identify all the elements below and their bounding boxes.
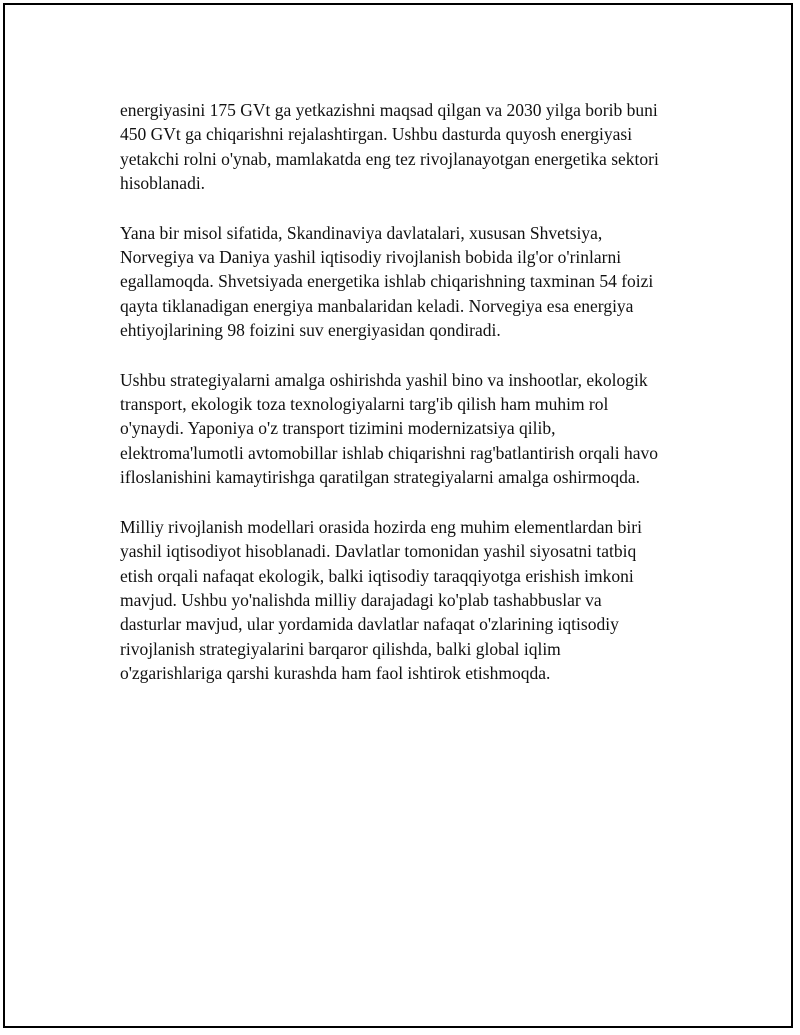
paragraph-1 bbox=[120, 98, 705, 196]
paragraph-line: mavjud. Ushbu yo'nalishda milliy darajadagi ko'plab tashabbuslar va bbox=[120, 589, 602, 610]
paragraph-2 bbox=[120, 221, 705, 343]
paragraph-line: 450 GVt ga chiqarishni rejalashtirgan. Ushbu dasturda quyosh energiyasi bbox=[120, 124, 633, 145]
paragraph-line: egallamoqda. Shvetsiyada energetika ishlab chiqarishning taxminan 54 foizi bbox=[120, 271, 654, 292]
paragraph-line: Yana bir misol sifatida, Skandinaviya davlatalari, xususan Shvetsiya, bbox=[120, 222, 603, 243]
paragraph-line: Milliy rivojlanish modellari orasida hozirda eng muhim elementlardan biri bbox=[120, 516, 642, 537]
paragraph-line: energiyasini 175 GVt ga yetkazishni maqsad qilgan va 2030 yilga borib buni bbox=[120, 100, 658, 120]
paragraph-line: rivojlanish strategiyalarini barqaror qilishda, balki global iqlim bbox=[120, 638, 561, 659]
paragraph-line: qayta tiklanadigan energiya manbalaridan keladi. Norvegiya esa energiya bbox=[120, 295, 634, 316]
paragraph-3 bbox=[120, 368, 705, 490]
paragraph-line: transport, ekologik toza texnologiyalarni targ'ib qilish ham muhim rol bbox=[120, 394, 609, 415]
paragraph-line: elektroma'lumotli avtomobillar ishlab chiqarishni rag'batlantirish orqali havo bbox=[120, 442, 658, 463]
paragraph-line: dasturlar mavjud, ular yordamida davlatlar nafaqat o'zlarining iqtisodiy bbox=[120, 614, 619, 635]
paragraph-line: hisoblanadi. bbox=[120, 173, 206, 194]
document-body bbox=[120, 98, 705, 711]
paragraph-line: etish orqali nafaqat ekologik, balki iqtisodiy taraqqiyotga erishish imkoni bbox=[120, 565, 634, 586]
paragraph-line: ehtiyojlarining 98 foizini suv energiyasidan qondiradi. bbox=[120, 320, 501, 341]
paragraph-line: o'ynaydi. Yaponiya o'z transport tizimini modernizatsiya qilib, bbox=[120, 418, 556, 439]
paragraph-line: yetakchi rolni o'ynab, mamlakatda eng tez rivojlanayotgan energetika sektori bbox=[120, 148, 659, 169]
document-page bbox=[3, 3, 793, 1028]
paragraph-line: Ushbu strategiyalarni amalga oshirishda yashil bino va inshootlar, ekologik bbox=[120, 369, 648, 390]
paragraph-line: yashil iqtisodiyot hisoblanadi. Davlatlar tomonidan yashil siyosatni tatbiq bbox=[120, 541, 637, 562]
paragraph-line: o'zgarishlariga qarshi kurashda ham faol ishtirok etishmoqda. bbox=[120, 663, 551, 684]
paragraph-4 bbox=[120, 515, 705, 686]
paragraph-line: ifloslanishini kamaytirishga qaratilgan strategiyalarni amalga oshirmoqda. bbox=[120, 467, 640, 488]
paragraph-line: Norvegiya va Daniya yashil iqtisodiy rivojlanish bobida ilg'or o'rinlarni bbox=[120, 247, 622, 268]
